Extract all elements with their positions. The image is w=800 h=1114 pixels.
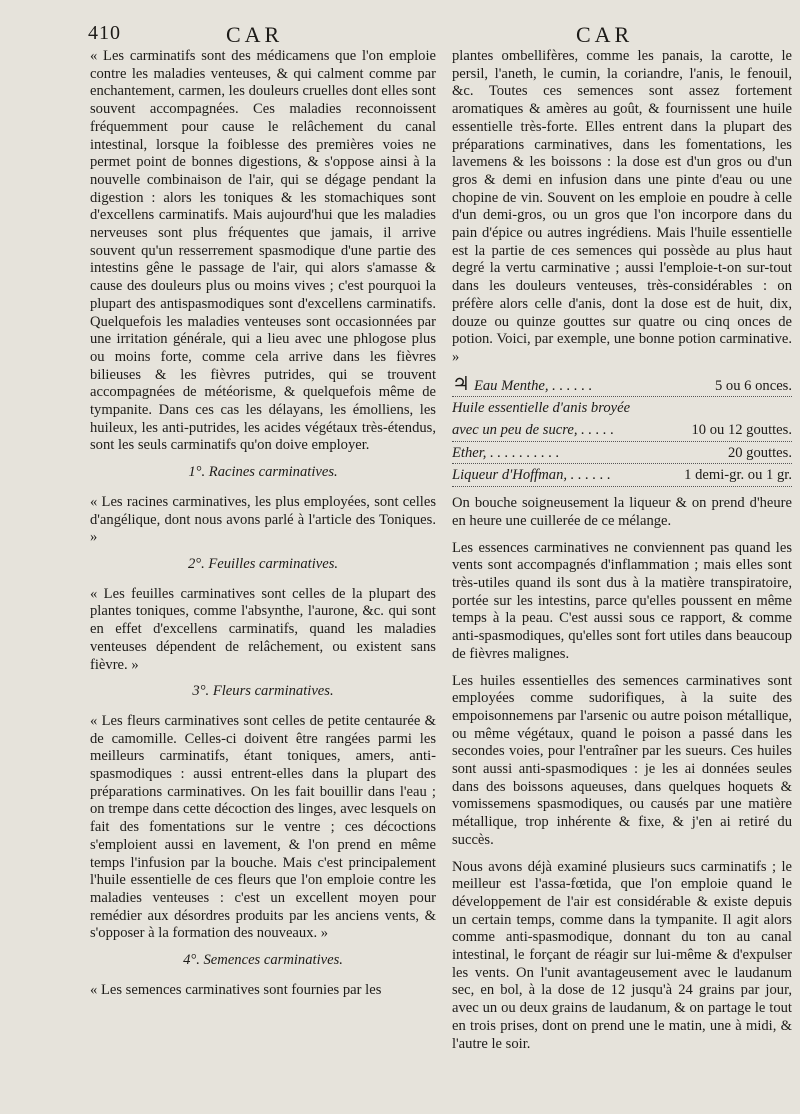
recipe-quantity: 10 ou 12 gouttes. <box>691 422 792 439</box>
paragraph-feuilles: « Les feuilles carminatives sont celles de la plupart des plantes toniques, comme l'absynthe, l'aurone, &c. qui sont en effet d'excellens carminatifs, quand les maladies venteuses dépendent de relâchement, ou existent sans fièvre. » <box>90 585 436 673</box>
recipe-quantity: 1 demi-gr. ou 1 gr. <box>684 467 792 484</box>
paragraph-fleurs: « Les fleurs carminatives sont celles de petite centaurée & de camomille. Celles-ci doivent être rangées parmi les meilleurs carminatifs, étant toniques, amers, anti-spasmodiques : aussi entrent-elles dans la plupart des préparations carminatives. On les fait bouillir dans l'eau ; on trempe dans cette décoction des linges, avec lesquels on fait des fomentations sur le ventre ; ces décoctions s'emploient aussi en lavement, & l'on prend en même temps l'infusion par la bouche. Mais c'est principalement l'huile essentielle de ces fleurs que l'on emploie contre les maladies venteuses : c'est un excellent moyen pour remédier aux désordres produits par les anciens vents, & s'opposer à la formation des nouveaux. » <box>90 712 436 942</box>
paragraph-semences-start: « Les semences carminatives sont fournies par les <box>90 981 382 998</box>
recipe-row <box>452 422 792 442</box>
recipe-symbol-icon: ♃ <box>452 375 470 395</box>
running-head-right: CAR <box>576 22 634 47</box>
recipe-row <box>452 467 792 487</box>
paragraph-semences-continued: plantes ombellifères, comme les panais, la carotte, le persil, l'aneth, le cumin, la coriandre, l'anis, le fenouil, &c. Toutes ces semences sont assez fortement aromatiques & amères au goût, & fournissent une huile essentielle très-forte. Elles entrent dans la plupart des préparations carminatives, dans les fomentations, les lavemens & les boissons : la dose est d'un gros ou d'un gros & demi en infusion dans une pinte d'eau ou une chopine de vin. Souvent on les emploie en poudre à celle d'un demi-gros, ou un gros que l'on incorpore dans du pain d'épice ou autres ingrédiens. Mais l'huile essentielle est la partie de ces semences qui possède au plus haut degré la vertu carminative ; aussi l'emploie-t-on sur-tout dans les douleurs venteuses, très-considérables : on préfère alors celle d'anis, dont la dose est de huit, dix, douze ou quinze gouttes sur quatre ou cinq onces de potion. Voici, par exemple, une bonne potion carminative. » <box>452 48 792 365</box>
heading-semences: 4°. Semences carminatives. <box>183 952 343 969</box>
recipe-ingredient: Ether, . . . . . . . . . . <box>452 444 560 461</box>
paragraph-essences: Les essences carminatives ne conviennent pas quand les vents sont accompagnés d'inflammation ; mais elles sont très-utiles quand ils sont dus à la matière transpiratoire, portée sur les intestins, parce qu'elles poussent en même temps à la peau. C'est aussi sous ce rapport, & comme anti-spasmodiques, qu'elles sont fort utiles dans beaucoup de fièvres malignes. <box>452 539 792 662</box>
recipe-row <box>452 400 792 419</box>
recipe-ingredient: Eau Menthe, . . . . . . <box>473 377 593 394</box>
recipe-ingredient: avec un peu de sucre, . . . . . <box>452 422 614 439</box>
heading-feuilles: 2°. Feuilles carminatives. <box>187 555 339 572</box>
paragraph-instructions: On bouche soigneusement la liqueur & on prend d'heure en heure une cuillerée de ce mélange. <box>452 495 792 529</box>
recipe-row <box>452 445 792 465</box>
recipe-quantity: 20 gouttes. <box>727 444 792 461</box>
right-column <box>452 48 792 1062</box>
recipe-row <box>452 376 792 398</box>
running-head-left: CAR <box>226 22 284 47</box>
paragraph-huiles: Les huiles essentielles des semences carminatives sont employées comme sudorifiques, à la suite des empoisonnemens par l'arsenic ou autre poison métallique, ou même végétaux, quand le poison a passé dans les secondes voies, pour l'entraîner par les sueurs. Ces huiles sont aussi anti-spasmodiques : je les ai données seules dans des boissons aqueuses, dans quelques hoquets & vomissemens spasmodiques, ou causés par une matière métallique, trop inhérente & fixe, & j'en ai retiré du succès. <box>452 672 792 848</box>
heading-racines: 1°. Racines carminatives. <box>188 464 338 481</box>
recipe-block <box>452 376 792 488</box>
paragraph-racines: « Les racines carminatives, les plus employées, sont celles d'angélique, dont nous avons parlé à l'article des Toniques. » <box>90 493 436 546</box>
page-number: 410 <box>88 22 121 44</box>
recipe-ingredient: Liqueur d'Hoffman, . . . . . . <box>452 467 611 484</box>
heading-fleurs: 3°. Fleurs carminatives. <box>192 683 334 700</box>
paragraph-sucs: Nous avons déjà examiné plusieurs sucs carminatifs ; le meilleur est l'assa-fœtida, que l'on emploie quand le développement de l'air est considérable & existe depuis un certain temps, comme dans la tympanite. Il agit alors comme anti-spasmodique, donnant du ton au canal intestinal, le forçant de réagir sur lui-même & d'expulser les vents. On l'unit avantageusement avec le laudanum sec, en bol, à la dose de 12 jusqu'à 24 grains par jour, avec un ou deux grains de laudanum, & on partage le tout en trois prises, dont on prend une le matin, une à midi, & l'autre le soir. <box>452 858 792 1052</box>
recipe-ingredient: Huile essentielle d'anis broyée <box>452 400 631 417</box>
left-column <box>90 48 436 1008</box>
paragraph-carminatifs-intro: « Les carminatifs sont des médicamens que l'on emploie contre les maladies venteuses, & qui calment comme par enchantement, carmen, les douleurs cruelles dont elles sont souvent accompagnées. Ces maladies reconnoissent fréquemment pour cause le relâchement du canal intestinal, lorsque la foiblesse des premières voies ne permet point de bonnes digestions, & s'oppose ainsi à la nouvelle combinaison de l'air, qui se dégage pendant la digestion : alors les toniques & les stomachiques sont d'excellens carminatifs. Mais aujourd'hui que les maladies nerveuses sont plus fréquentes que jamais, il arrive souvent qu'un resserrement spasmodique d'une partie des intestins gêne le passage de l'air, qui alors s'amasse & cause des douleurs plus ou moins vives ; c'est pourquoi la plupart des antispasmodiques sont d'excellens carminatifs. Quelquefois les maladies venteuses sont occasionnées par une irritation générale, qui a lieu avec une phlogose plus ou moins forte, comme cela arrive dans les fièvres bilieuses & les fièvres putrides, qui se trouvent accompagnées de météorisme, & quelquefois même de tympanite. Dans ces cas les délayans, les émolliens, les huileux, les anti-putrides, les acides végétaux très-étendus, sont les seuls carminatifs qu'on doive employer. <box>90 48 436 454</box>
recipe-quantity: 5 ou 6 onces. <box>714 377 792 394</box>
